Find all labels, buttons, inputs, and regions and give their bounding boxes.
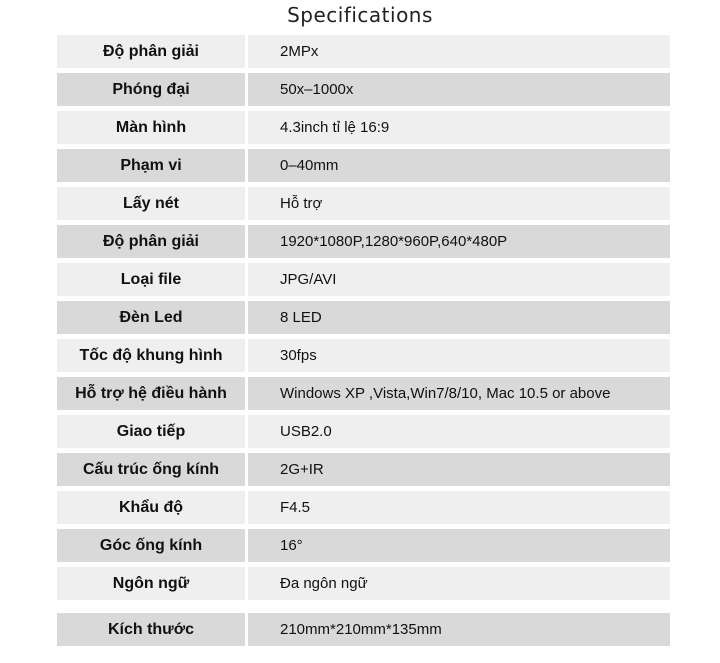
spec-label: Màn hình xyxy=(57,111,245,144)
table-row xyxy=(55,613,672,649)
spec-label: Kích thước xyxy=(57,613,245,646)
spec-value: USB2.0 xyxy=(248,415,670,448)
specifications-table xyxy=(55,35,672,653)
spec-value: 2G+IR xyxy=(248,453,670,486)
table-row xyxy=(55,35,672,71)
spec-value: 0–40mm xyxy=(248,149,670,182)
spec-label: Hỗ trợ hệ điều hành xyxy=(57,377,245,410)
spec-value: F4.5 xyxy=(248,491,670,524)
spec-label: Giao tiếp xyxy=(57,415,245,448)
spec-label: Tốc độ khung hình xyxy=(57,339,245,372)
spec-value: 210mm*210mm*135mm xyxy=(248,613,670,646)
spec-value: 4.3inch tỉ lệ 16:9 xyxy=(248,111,670,144)
table-row xyxy=(55,225,672,261)
table-row xyxy=(55,187,672,223)
table-row xyxy=(55,415,672,451)
spec-label: Độ phân giải xyxy=(57,35,245,68)
page-title: Specifications xyxy=(287,3,433,27)
spec-value: 2MPx xyxy=(248,35,670,68)
spec-value: Windows XP ,Vista,Win7/8/10, Mac 10.5 or above xyxy=(248,377,670,410)
spec-value: 16° xyxy=(248,529,670,562)
table-row xyxy=(55,529,672,565)
spec-value: Đa ngôn ngữ xyxy=(248,567,670,600)
table-row xyxy=(55,73,672,109)
table-row xyxy=(55,111,672,147)
table-row xyxy=(55,149,672,185)
spec-value: 30fps xyxy=(248,339,670,372)
spec-value: JPG/AVI xyxy=(248,263,670,296)
spec-label: Góc ống kính xyxy=(57,529,245,562)
spec-value: Hỗ trợ xyxy=(248,187,670,220)
table-row xyxy=(55,491,672,527)
spec-label: Lấy nét xyxy=(57,187,245,220)
spec-value: 1920*1080P,1280*960P,640*480P xyxy=(248,225,670,258)
table-row xyxy=(55,263,672,299)
spec-value: 50x–1000x xyxy=(248,73,670,106)
table-row xyxy=(55,567,672,603)
spec-label: Phạm vi xyxy=(57,149,245,182)
spec-value: 8 LED xyxy=(248,301,670,334)
table-row xyxy=(55,301,672,337)
table-row xyxy=(55,377,672,413)
table-row xyxy=(55,453,672,489)
spec-label: Độ phân giải xyxy=(57,225,245,258)
spec-label: Cấu trúc ống kính xyxy=(57,453,245,486)
spec-label: Ngôn ngữ xyxy=(57,567,245,600)
spec-label: Loại file xyxy=(57,263,245,296)
spec-label: Đèn Led xyxy=(57,301,245,334)
spec-label: Phóng đại xyxy=(57,73,245,106)
spec-label: Khẩu độ xyxy=(57,491,245,524)
table-row xyxy=(55,339,672,375)
